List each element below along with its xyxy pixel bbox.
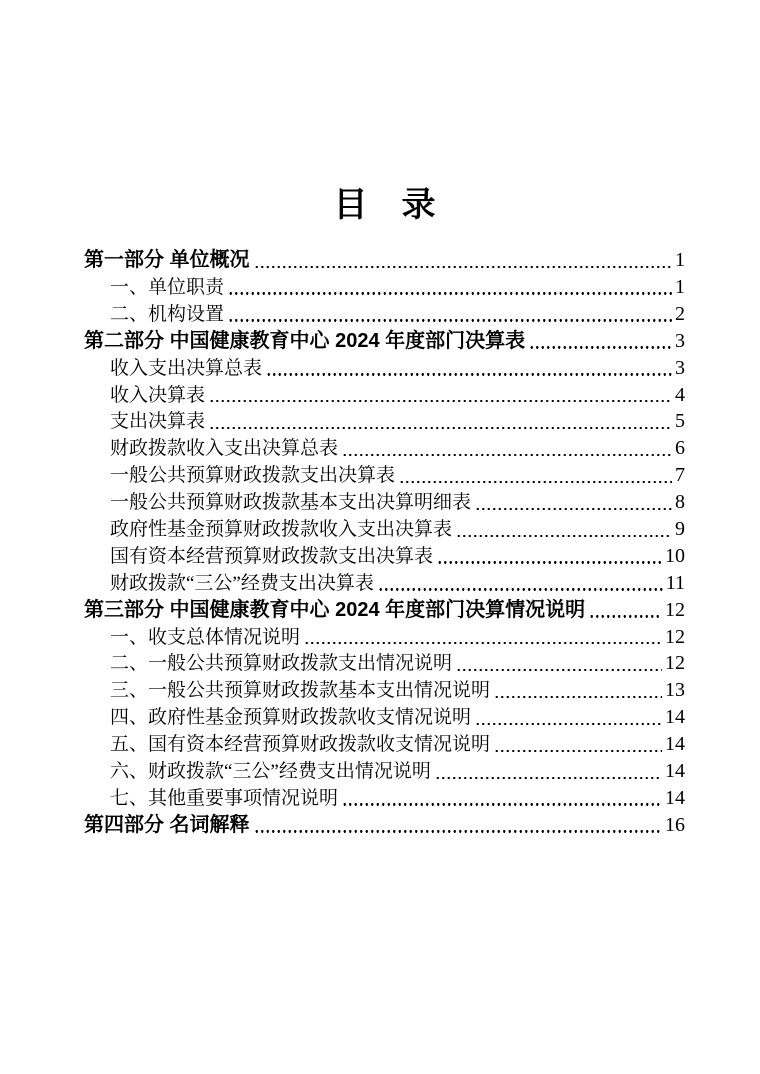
toc-entry[interactable] xyxy=(84,543,685,570)
page-title: 目 录 xyxy=(333,187,436,224)
dot-leader xyxy=(342,454,672,456)
toc-entry-label: 一、收支总体情况说明 xyxy=(110,626,301,648)
toc-entry-label: 五、国有资本经营预算财政拨款收支情况说明 xyxy=(110,734,491,756)
dot-leader xyxy=(266,373,672,375)
dot-leader xyxy=(228,292,672,294)
toc-entry-label: 七、其他重要事项情况说明 xyxy=(110,787,339,809)
dot-leader xyxy=(456,669,662,671)
toc-entry-label: 二、一般公共预算财政拨款支出情况说明 xyxy=(110,653,453,675)
toc-entry[interactable] xyxy=(84,785,685,812)
toc-entry-page: 1 xyxy=(675,249,685,272)
toc-entry-page: 8 xyxy=(675,491,685,514)
toc-entry-page: 5 xyxy=(675,410,685,433)
dot-leader xyxy=(475,723,662,725)
toc-entry[interactable] xyxy=(84,758,685,785)
toc-entry-label: 第二部分 中国健康教育中心 2024 年度部门决算表 xyxy=(84,329,526,352)
toc-entry[interactable] xyxy=(84,408,685,435)
toc-entry-label: 三、一般公共预算财政拨款基本支出情况说明 xyxy=(110,680,491,702)
toc-entry[interactable] xyxy=(84,516,685,543)
toc-entry-page: 14 xyxy=(665,733,685,756)
toc-entry-page: 10 xyxy=(665,544,685,567)
dot-leader xyxy=(378,588,663,590)
toc-entry[interactable] xyxy=(84,677,685,704)
toc-entry[interactable] xyxy=(84,462,685,489)
toc-entry-page: 14 xyxy=(665,706,685,729)
toc-entry-label: 四、政府性基金预算财政拨款收支情况说明 xyxy=(110,707,472,729)
toc-entry-label: 政府性基金预算财政拨款收入支出决算表 xyxy=(110,519,453,540)
toc-entry[interactable] xyxy=(84,570,685,597)
toc-entry[interactable] xyxy=(84,704,685,731)
toc-entry-label: 六、财政拨款“三公”经费支出情况说明 xyxy=(110,761,431,783)
dot-leader xyxy=(304,642,662,644)
dot-leader xyxy=(494,750,662,752)
toc-entry-label: 收入支出决算总表 xyxy=(110,357,263,379)
toc-entry-page: 12 xyxy=(665,598,685,621)
toc-entry-label: 支出决算表 xyxy=(110,411,206,433)
toc-entry-page: 6 xyxy=(675,437,685,460)
toc-entry-label: 国有资本经营预算财政拨款支出决算表 xyxy=(110,545,434,567)
dot-leader xyxy=(456,535,672,537)
toc-entry[interactable] xyxy=(84,812,685,839)
table-of-contents xyxy=(84,247,685,839)
toc-entry[interactable] xyxy=(84,247,685,274)
toc-entry-page: 13 xyxy=(665,679,685,702)
toc-entry[interactable] xyxy=(84,435,685,462)
toc-entry-page: 2 xyxy=(675,302,685,325)
toc-entry-page: 12 xyxy=(665,625,685,648)
toc-entry-page: 7 xyxy=(675,464,685,487)
dot-leader xyxy=(494,696,662,698)
toc-entry-page: 14 xyxy=(665,786,685,809)
toc-entry-label: 一、单位职责 xyxy=(110,276,225,298)
toc-entry-label: 第四部分 名词解释 xyxy=(84,813,250,836)
toc-entry[interactable] xyxy=(84,489,685,516)
toc-entry[interactable] xyxy=(84,274,685,301)
toc-entry-page: 12 xyxy=(665,652,685,675)
dot-leader xyxy=(529,346,672,348)
toc-entry[interactable] xyxy=(84,624,685,651)
toc-entry[interactable] xyxy=(84,650,685,677)
dot-leader xyxy=(254,830,662,832)
dot-leader xyxy=(342,803,662,805)
toc-entry[interactable] xyxy=(84,382,685,409)
toc-entry[interactable] xyxy=(84,328,685,355)
dot-leader xyxy=(209,427,672,429)
toc-entry-page: 1 xyxy=(675,275,685,298)
toc-entry-label: 一般公共预算财政拨款支出决算表 xyxy=(110,465,396,487)
dot-leader xyxy=(228,319,672,321)
toc-entry[interactable] xyxy=(84,731,685,758)
dot-leader xyxy=(399,481,672,483)
toc-entry-page: 3 xyxy=(675,329,685,352)
dot-leader xyxy=(435,777,662,779)
toc-entry[interactable] xyxy=(84,301,685,328)
toc-entry-page: 14 xyxy=(665,760,685,783)
toc-entry-label: 财政拨款收入支出决算总表 xyxy=(110,438,339,460)
toc-entry-page: 3 xyxy=(675,356,685,379)
toc-entry-page: 11 xyxy=(665,571,685,594)
dot-leader xyxy=(589,615,662,617)
toc-entry[interactable] xyxy=(84,355,685,382)
toc-entry-page: 16 xyxy=(665,813,685,836)
toc-entry-label: 一般公共预算财政拨款基本支出决算明细表 xyxy=(110,492,472,514)
toc-entry-page: 4 xyxy=(675,383,685,406)
toc-entry-label: 第一部分 单位概况 xyxy=(84,249,250,272)
toc-entry-label: 二、机构设置 xyxy=(110,303,225,325)
toc-entry-label: 收入决算表 xyxy=(110,384,206,406)
toc-entry-label: 第三部分 中国健康教育中心 2024 年度部门决算情况说明 xyxy=(84,598,586,621)
dot-leader xyxy=(437,561,662,563)
toc-entry-label: 财政拨款“三公”经费支出决算表 xyxy=(110,572,374,594)
dot-leader xyxy=(475,508,672,510)
toc-entry[interactable] xyxy=(84,597,685,624)
dot-leader xyxy=(209,400,672,402)
dot-leader xyxy=(254,266,672,268)
toc-entry-page: 9 xyxy=(675,518,685,540)
